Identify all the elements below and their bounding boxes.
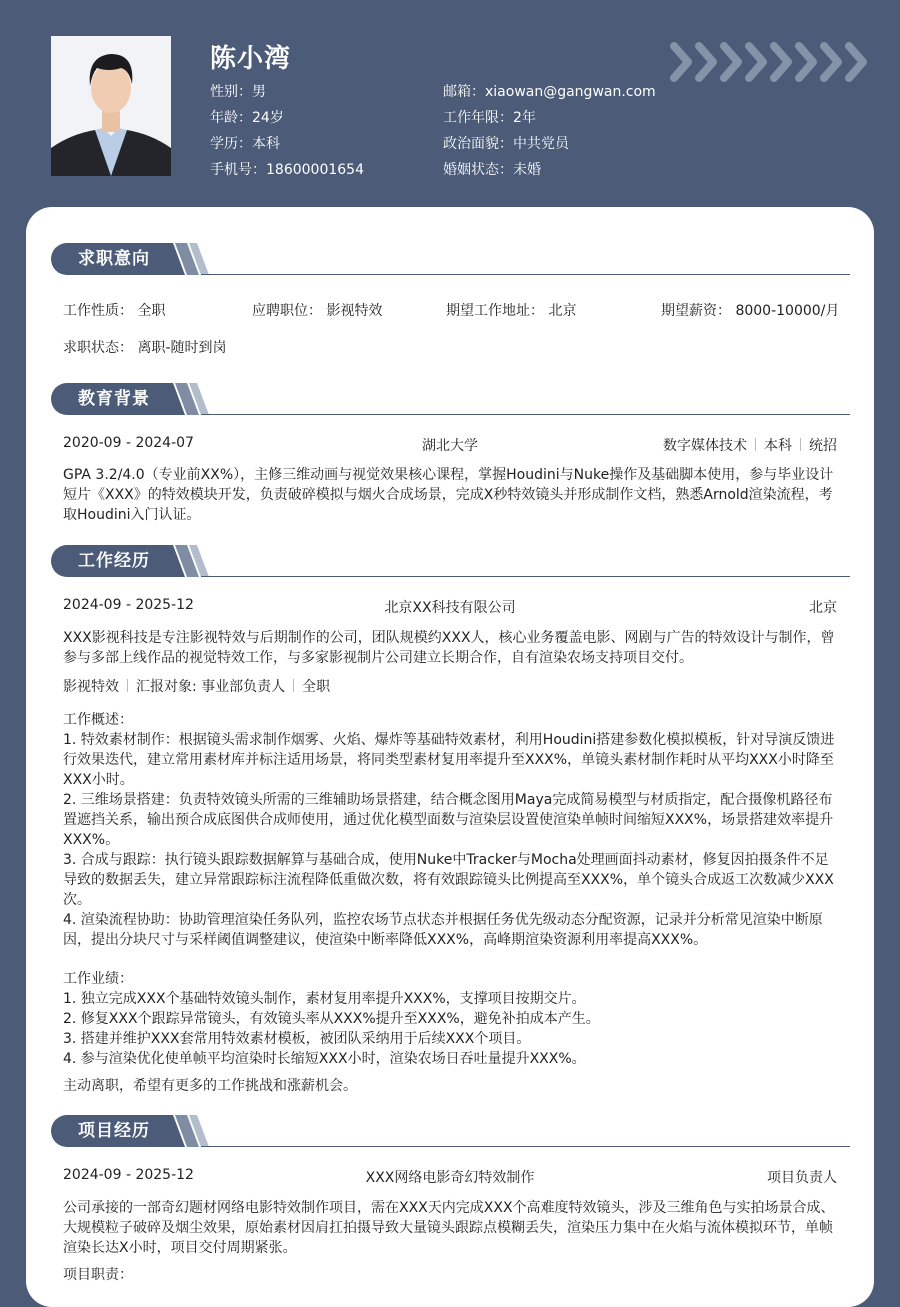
section-divider (201, 576, 850, 577)
work-achievement-item: 1. 独立完成XXX个基础特效镜头制作，素材复用率提升XXX%，支撑项目按期交片。 (63, 991, 586, 1007)
company-name: 北京XX科技有限公司 (384, 600, 516, 616)
work-achievements (63, 969, 837, 1069)
project-duty-title: 项目职责： (63, 1267, 133, 1283)
work-years: 工作年限：2年 (443, 110, 536, 126)
resume-header (0, 0, 900, 210)
work-tag-field: 影视特效 (63, 679, 119, 695)
work-tag-report: 汇报对象: 事业部负责人 (136, 679, 286, 695)
job-salary: 期望薪资： 8000-10000/月 (661, 303, 840, 319)
work-city: 北京 (809, 600, 837, 616)
decorative-chevrons-icon (668, 42, 868, 82)
project-name: XXX网络电影奇幻特效制作 (365, 1170, 535, 1186)
school-name: 湖北大学 (422, 438, 478, 454)
section-title-intent: 求职意向 (51, 243, 850, 275)
section-divider (201, 414, 850, 415)
job-status: 求职状态： 离职-随时到岗 (63, 340, 227, 356)
major: 数字媒体技术 (663, 438, 747, 454)
work-overview-item: 3. 合成与跟踪：执行镜头跟踪数据解算与基础合成，使用Nuke中Tracker与Mocha处理画面抖动素材，修复因拍摄条件不足导致的数据丢失，建立异常跟踪标注流程降低重做次数，将有效跟踪镜头比例提高至XXX%，单个镜头合成返工次数减少XXX次。 (63, 852, 834, 908)
project-role: 项目负责人 (767, 1170, 837, 1186)
degree: 本科 (764, 438, 792, 454)
work-achievements-title: 工作业绩： (63, 971, 133, 987)
job-location: 期望工作地址： 北京 (446, 303, 577, 319)
gender: 性别：男 (210, 84, 266, 100)
work-period: 2024-09 - 2025-12 (63, 597, 194, 613)
work-overview-item: 1. 特效素材制作：根据镜头需求制作烟雾、火焰、爆炸等基础特效素材，利用Houdini搭建参数化模拟模板，针对导演反馈进行效果迭代，建立常用素材库并标注适用场景，将同类型素材复用率提升至XXX%，单镜头素材制作耗时从平均XXX小时降至XXX小时。 (63, 732, 835, 788)
work-achievement-item: 3. 搭建并维护XXX套常用特效素材模板，被团队采纳用于后续XXX个项目。 (63, 1031, 531, 1047)
phone: 手机号：18600001654 (210, 162, 364, 178)
job-position: 应聘职位： 影视特效 (252, 303, 383, 319)
education-description: GPA 3.2/4.0（专业前XX%），主修三维动画与视觉效果核心课程，掌握Houdini与Nuke操作及基础脚本使用，参与毕业设计短片《XXX》的特效模块开发，负责破碎模拟与烟火合成场景，完成X秒特效镜头并形成制作文档，熟悉Arnold渲染流程，考取Houdini入门认证。 (63, 467, 834, 523)
education-period: 2020-09 - 2024-07 (63, 435, 194, 451)
work-achievement-item: 2. 修复XXX个跟踪异常镜头，有效镜头率从XXX%提升至XXX%，避免补拍成本产生。 (63, 1011, 600, 1027)
section-title-education: 教育背景 (51, 383, 850, 415)
marital-status: 婚姻状态：未婚 (443, 162, 541, 178)
work-achievement-item: 4. 参与渲染优化使单帧平均渲染时长缩短XXX小时，渲染农场日吞吐量提升XXX%。 (63, 1051, 586, 1067)
project-row (63, 1167, 837, 1186)
work-tag-type: 全职 (302, 679, 331, 695)
political-status: 政治面貌：中共党员 (443, 136, 569, 152)
enroll-mode: 统招 (809, 438, 837, 454)
education-level: 学历：本科 (210, 136, 280, 152)
work-overview-item: 2. 三维场景搭建：负责特效镜头所需的三维辅助场景搭建，结合概念图用Maya完成简易模型与材质指定，配合摄像机路径布置遮挡关系，输出预合成底图供合成师使用，通过优化模型面数与渲染层设置使渲染单帧时间缩短XXX%，场景搭建效率提升XXX%。 (63, 792, 834, 848)
profile-photo (51, 36, 171, 176)
leave-reason: 主动离职，希望有更多的工作挑战和涨薪机会。 (63, 1078, 357, 1094)
project-period: 2024-09 - 2025-12 (63, 1167, 194, 1183)
project-description: 公司承接的一部奇幻题材网络电影特效制作项目，需在XXX天内完成XXX个高难度特效镜头，涉及三维角色与实拍场景合成、大规模粒子破碎及烟尘效果，原始素材因肩扛拍摄导致大量镜头跟踪点模糊丢失，渲染压力集中在火焰与流体模拟环节，单帧渲染长达X小时，项目交付周期紧张。 (63, 1200, 835, 1256)
section-title-work: 工作经历 (51, 545, 850, 577)
work-tags (63, 676, 837, 696)
section-divider (201, 274, 850, 275)
job-type: 工作性质： 全职 (63, 303, 166, 319)
work-overview-item: 4. 渲染流程协助：协助管理渲染任务队列，监控农场节点状态并根据任务优先级动态分配资源，记录并分析常见渲染中断原因，提出分块尺寸与采样阈值调整建议，使渲染中断率降低XXX%，高峰期渲染资源利用率提高XXX%。 (63, 912, 823, 948)
work-overview-title: 工作概述： (63, 712, 133, 728)
work-overview (63, 710, 837, 950)
basic-info-left (210, 79, 364, 183)
company-description: XXX影视科技是专注影视特效与后期制作的公司，团队规模约XXX人，核心业务覆盖电影、网剧与广告的特效设计与制作，曾参与多部上线作品的视觉特效工作，与多家影视制片公司建立长期合作，自有渲染农场支持项目交付。 (63, 630, 835, 666)
age: 年龄：24岁 (210, 110, 284, 126)
candidate-name: 陈小湾 (210, 44, 292, 74)
email: 邮箱：xiaowan@gangwan.com (443, 84, 656, 100)
section-divider (201, 1146, 850, 1147)
section-title-project: 项目经历 (51, 1115, 850, 1147)
work-row (63, 597, 837, 616)
basic-info-right (443, 79, 656, 183)
education-details (663, 435, 837, 455)
education-row (63, 435, 837, 454)
